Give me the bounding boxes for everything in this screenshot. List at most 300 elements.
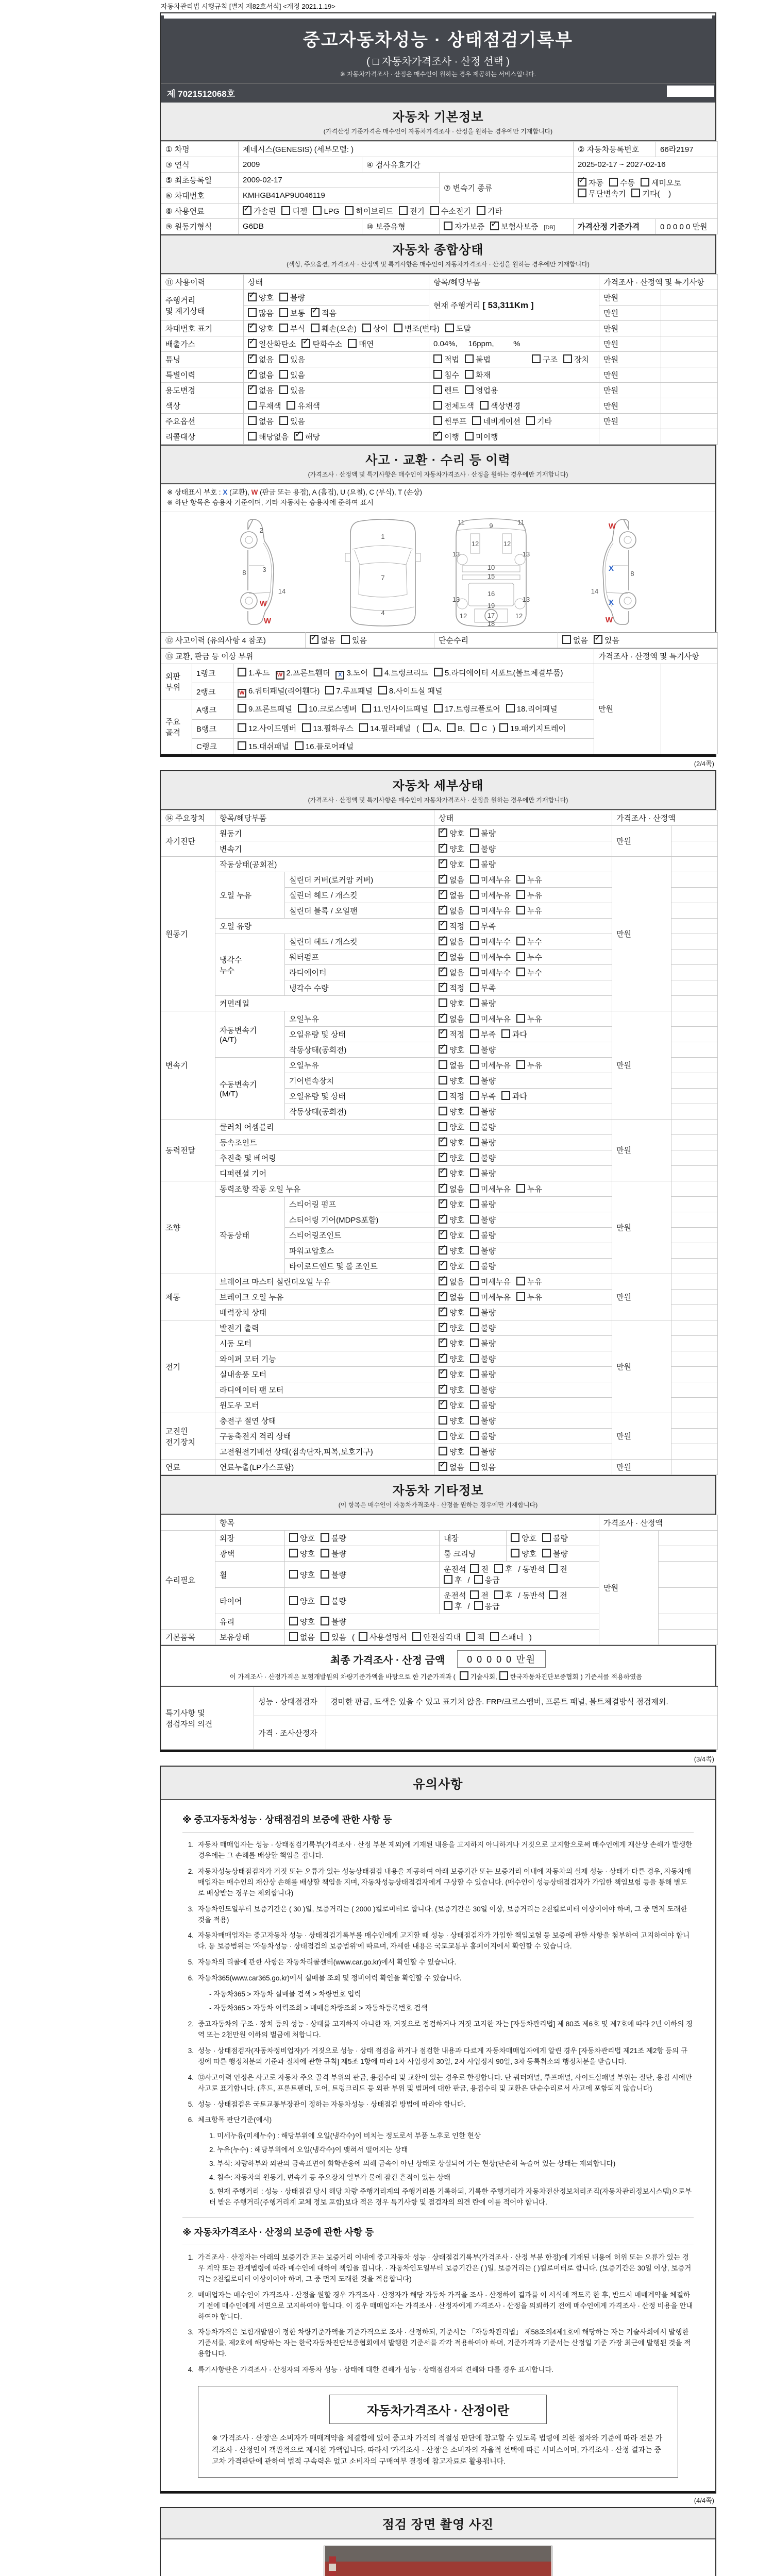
checkbox-option[interactable] [465,369,491,380]
checkbox[interactable] [439,1308,447,1316]
checkbox-option[interactable] [447,722,465,737]
checkbox-option[interactable] [470,1564,489,1574]
checkbox[interactable] [562,635,571,644]
checkbox[interactable] [439,937,447,945]
checkbox[interactable] [430,206,439,215]
checkbox[interactable] [470,1431,479,1440]
checkbox[interactable] [470,1199,479,1208]
checkbox-option[interactable] [374,666,428,681]
checkbox-option[interactable] [516,1292,542,1302]
checkbox[interactable] [378,686,387,694]
checkbox[interactable] [470,1215,479,1224]
checkbox-option[interactable] [439,1137,464,1148]
checkbox-option[interactable] [362,702,428,717]
checkbox[interactable] [321,1533,329,1542]
checkbox[interactable] [470,1045,479,1054]
checkbox[interactable] [439,1447,447,1455]
checkbox-option[interactable] [470,1091,496,1101]
checkbox-option[interactable] [238,666,270,681]
checkbox[interactable] [289,1570,298,1579]
checkbox-option[interactable] [470,1415,496,1426]
checkbox-option[interactable] [439,1384,464,1395]
checkbox[interactable] [433,432,442,440]
checkbox[interactable] [460,1671,468,1680]
checkbox[interactable] [472,416,481,425]
checkbox-option[interactable] [526,416,552,427]
checkbox-option[interactable] [279,354,305,365]
checkbox-option[interactable] [562,635,588,646]
checkbox-option[interactable] [631,188,671,199]
checkbox-option[interactable] [516,1013,542,1024]
checkbox-option[interactable] [439,1214,464,1225]
checkbox[interactable] [439,1076,447,1084]
checkbox[interactable] [470,1292,479,1301]
checkbox-option[interactable] [313,206,339,216]
checkbox[interactable] [248,339,257,348]
checkbox-option[interactable] [444,1574,462,1585]
checkbox-option[interactable] [279,416,305,427]
checkbox[interactable] [470,1564,479,1573]
checkbox-option[interactable] [470,952,511,962]
checkbox[interactable] [494,1564,503,1573]
checkbox[interactable] [516,875,525,884]
checkbox-option[interactable] [470,936,511,947]
checkbox[interactable] [470,828,479,837]
checkbox-option[interactable] [279,308,305,318]
checkbox-option[interactable] [470,1292,511,1302]
checkbox[interactable] [248,354,257,363]
checkbox[interactable] [516,937,525,945]
checkbox-option[interactable] [439,1199,464,1210]
checkbox-option[interactable] [289,1533,315,1544]
checkbox-option[interactable] [470,1013,511,1024]
checkbox[interactable] [470,1462,479,1471]
checkbox[interactable] [298,704,307,713]
checkbox[interactable] [631,189,640,197]
checkbox-option[interactable] [439,1230,464,1241]
checkbox[interactable] [516,890,525,899]
checkbox[interactable] [321,1632,329,1641]
checkbox[interactable] [439,1338,447,1347]
checkbox[interactable] [594,635,602,644]
checkbox-option[interactable] [470,905,511,916]
checkbox-option[interactable] [609,177,635,188]
checkbox[interactable] [549,1590,558,1599]
checkbox-option[interactable] [578,177,603,188]
mark-box[interactable]: W [238,689,246,698]
checkbox[interactable] [439,1431,447,1440]
checkbox-option[interactable] [321,1548,346,1559]
checkbox-option[interactable] [470,1400,496,1411]
checkbox[interactable] [470,1261,479,1270]
checkbox[interactable] [609,178,618,187]
checkbox-option[interactable] [433,431,459,442]
checkbox-option[interactable] [345,206,393,216]
checkbox-option[interactable] [470,1245,496,1256]
checkbox-option[interactable] [439,1013,464,1024]
checkbox-option[interactable] [439,1462,464,1472]
checkbox-option[interactable] [470,1137,496,1148]
checkbox-option[interactable] [423,722,441,737]
checkbox-option[interactable] [298,702,357,717]
checkbox-option[interactable] [248,323,274,334]
checkbox[interactable] [465,370,474,379]
checkbox[interactable] [321,1570,329,1579]
checkbox[interactable] [470,1590,479,1599]
checkbox[interactable] [289,1533,298,1542]
checkbox[interactable] [434,704,443,713]
checkbox-option[interactable] [499,1671,579,1681]
checkbox-option[interactable] [439,859,464,870]
checkbox-option[interactable] [470,843,496,854]
checkbox-option[interactable] [470,1122,496,1132]
checkbox-option[interactable] [470,921,496,931]
checkbox[interactable] [289,1549,298,1557]
checkbox-option[interactable] [439,1091,464,1101]
checkbox[interactable] [470,1277,479,1285]
checkbox-option[interactable] [439,1060,464,1071]
checkbox-option[interactable] [430,206,471,216]
checkbox-option[interactable] [470,1199,496,1210]
checkbox[interactable] [516,1292,525,1301]
checkbox-option[interactable] [501,1029,527,1040]
checkbox-option[interactable] [279,385,305,396]
checkbox-option[interactable] [506,702,558,717]
checkbox[interactable] [470,998,479,1007]
checkbox[interactable] [279,308,288,317]
checkbox[interactable] [470,1323,479,1332]
checkbox[interactable] [470,1091,479,1100]
checkbox[interactable] [439,921,447,930]
checkbox[interactable] [433,354,442,363]
checkbox-option[interactable] [470,1060,511,1071]
checkbox[interactable] [501,1091,510,1100]
checkbox[interactable] [238,704,246,713]
checkbox[interactable] [474,1575,483,1584]
checkbox[interactable] [248,324,257,332]
checkbox-option[interactable] [516,1276,542,1287]
checkbox[interactable] [399,206,408,215]
checkbox[interactable] [563,354,572,363]
checkbox[interactable] [313,206,322,215]
checkbox[interactable] [470,1107,479,1115]
checkbox-option[interactable] [321,1632,346,1642]
checkbox[interactable] [243,206,251,215]
checkbox-option[interactable] [516,1060,542,1071]
checkbox-option[interactable] [289,1569,315,1580]
checkbox-option[interactable] [439,998,464,1009]
checkbox[interactable] [506,704,515,713]
checkbox-option[interactable] [439,890,464,901]
checkbox-option[interactable] [321,1596,346,1606]
checkbox[interactable] [362,704,371,713]
checkbox-option[interactable] [516,1183,542,1194]
checkbox-option[interactable] [470,1338,496,1349]
checkbox-option[interactable] [359,1632,407,1642]
checkbox[interactable] [499,723,508,732]
checkbox[interactable] [439,1292,447,1301]
checkbox[interactable] [439,890,447,899]
checkbox[interactable] [238,668,246,676]
checkbox[interactable] [465,432,474,440]
checkbox[interactable] [439,998,447,1007]
checkbox[interactable] [444,1575,452,1584]
checkbox[interactable] [470,1060,479,1069]
checkbox-option[interactable] [439,982,464,993]
checkbox-option[interactable] [470,1307,496,1318]
checkbox[interactable] [516,1060,525,1069]
checkbox[interactable] [439,1045,447,1054]
checkbox[interactable] [465,385,474,394]
checkbox-option[interactable] [511,1533,536,1544]
checkbox-option[interactable] [516,905,542,916]
checkbox[interactable] [439,1230,447,1239]
checkbox[interactable] [439,1416,447,1425]
checkbox[interactable] [439,1246,447,1255]
checkbox[interactable] [439,1369,447,1378]
checkbox-option[interactable] [248,431,289,442]
checkbox[interactable] [470,937,479,945]
checkbox-option[interactable] [470,1183,511,1194]
checkbox-option[interactable] [248,400,281,411]
checkbox-option[interactable] [439,905,464,916]
checkbox[interactable] [470,1014,479,1023]
checkbox[interactable] [470,1400,479,1409]
checkbox[interactable] [289,1617,298,1625]
checkbox-option[interactable] [311,323,357,334]
checkbox-option[interactable] [594,635,619,646]
checkbox-option[interactable] [470,722,487,737]
checkbox[interactable] [480,401,489,410]
checkbox[interactable] [238,723,246,732]
checkbox-option[interactable] [248,308,274,318]
checkbox-option[interactable] [289,1596,315,1606]
checkbox[interactable] [511,1549,519,1557]
checkbox[interactable] [494,1590,503,1599]
checkbox[interactable] [289,1596,298,1605]
checkbox-option[interactable] [289,1632,315,1642]
checkbox[interactable] [439,1014,447,1023]
checkbox-option[interactable] [362,323,388,334]
checkbox[interactable] [470,1385,479,1394]
checkbox-option[interactable] [248,369,274,380]
checkbox-option[interactable] [465,385,498,396]
checkbox-option[interactable] [359,722,411,737]
checkbox[interactable] [470,1447,479,1455]
checkbox[interactable] [238,741,246,750]
checkbox-option[interactable] [477,206,502,216]
checkbox-option[interactable] [470,1446,496,1457]
checkbox-option[interactable] [439,1153,464,1163]
checkbox[interactable] [321,1596,329,1605]
mark-box[interactable]: W [276,671,284,680]
checkbox-option[interactable] [490,1632,523,1642]
checkbox[interactable] [439,1215,447,1224]
checkbox[interactable] [470,1184,479,1193]
checkbox-option[interactable] [433,385,459,396]
checkbox-option[interactable] [516,874,542,885]
checkbox[interactable] [439,1107,447,1115]
checkbox[interactable] [439,1323,447,1332]
checkbox[interactable] [470,906,479,914]
checkbox[interactable] [311,308,320,317]
checkbox-option[interactable] [470,1214,496,1225]
checkbox-option[interactable] [439,1168,464,1179]
checkbox[interactable] [444,222,452,230]
checkbox-option[interactable] [470,1590,489,1601]
checkbox[interactable] [321,1617,329,1625]
checkbox-option[interactable] [439,1369,464,1380]
checkbox-option[interactable] [549,1590,567,1601]
checkbox-option[interactable] [470,1044,496,1055]
checkbox[interactable] [445,324,454,332]
checkbox[interactable] [641,178,649,187]
checkbox-option[interactable] [470,1106,496,1117]
checkbox[interactable] [532,354,541,363]
checkbox-option[interactable] [321,1616,346,1627]
checkbox[interactable] [294,432,303,440]
checkbox[interactable] [279,354,288,363]
checkbox[interactable] [279,324,288,332]
checkbox[interactable] [470,1168,479,1177]
checkbox[interactable] [439,1277,447,1285]
checkbox[interactable] [516,952,525,961]
checkbox[interactable] [470,1338,479,1347]
checkbox[interactable] [516,1184,525,1193]
checkbox-option[interactable] [578,188,626,199]
checkbox-option[interactable] [433,354,459,365]
checkbox-option[interactable] [439,828,464,839]
checkbox-option[interactable] [439,1106,464,1117]
checkbox[interactable] [470,1246,479,1255]
checkbox-option[interactable] [490,221,538,232]
checkbox-option[interactable] [439,952,464,962]
checkbox[interactable] [516,1277,525,1285]
checkbox-option[interactable] [470,1353,496,1364]
checkbox-option[interactable] [470,998,496,1009]
checkbox-option[interactable] [335,666,368,681]
checkbox-option[interactable] [433,369,459,380]
checkbox-option[interactable] [294,431,320,442]
checkbox[interactable] [279,293,288,301]
checkbox[interactable] [248,308,257,317]
checkbox[interactable] [281,206,290,215]
checkbox-option[interactable] [470,1168,496,1179]
checkbox[interactable] [433,416,442,425]
checkbox[interactable] [470,723,479,732]
checkbox-option[interactable] [494,1590,513,1601]
checkbox-option[interactable] [563,354,589,365]
checkbox-option[interactable] [439,1245,464,1256]
checkbox[interactable] [470,1138,479,1146]
checkbox-option[interactable] [439,1338,464,1349]
checkbox[interactable] [470,1369,479,1378]
checkbox-option[interactable] [470,1384,496,1395]
checkbox[interactable] [279,385,288,394]
checkbox-option[interactable] [238,722,296,737]
checkbox-option[interactable] [470,1230,496,1241]
checkbox-option[interactable] [412,1632,460,1642]
checkbox[interactable] [433,401,442,410]
checkbox-option[interactable] [444,221,484,232]
checkbox[interactable] [359,1632,367,1641]
checkbox[interactable] [516,906,525,914]
checkbox-option[interactable] [470,828,496,839]
checkbox-option[interactable] [470,1029,496,1040]
checkbox-option[interactable] [439,1292,464,1302]
mark-box[interactable]: X [335,671,344,680]
checkbox-option[interactable] [289,1548,315,1559]
checkbox[interactable] [439,828,447,837]
checkbox[interactable] [470,1416,479,1425]
checkbox[interactable] [433,370,442,379]
checkbox-option[interactable] [279,369,305,380]
checkbox-option[interactable] [433,400,474,411]
checkbox[interactable] [477,206,485,215]
checkbox-option[interactable] [439,1044,464,1055]
checkbox-option[interactable] [399,206,425,216]
checkbox-option[interactable] [439,843,464,854]
checkbox-option[interactable] [276,666,330,681]
checkbox-option[interactable] [460,1671,497,1681]
checkbox-option[interactable] [641,177,681,188]
checkbox-option[interactable] [494,1564,513,1574]
checkbox[interactable] [279,416,288,425]
checkbox-option[interactable] [248,416,274,427]
checkbox[interactable] [499,1671,508,1680]
checkbox-option[interactable] [433,416,466,427]
checkbox-option[interactable] [470,1431,496,1442]
checkbox[interactable] [470,952,479,961]
checkbox-option[interactable] [243,206,276,216]
checkbox[interactable] [549,1564,558,1573]
checkbox[interactable] [310,635,318,644]
checkbox[interactable] [289,1632,298,1641]
checkbox[interactable] [394,324,402,332]
checkbox[interactable] [248,385,257,394]
checkbox-option[interactable] [434,702,500,717]
checkbox[interactable] [439,1138,447,1146]
checkbox-option[interactable] [516,890,542,901]
checkbox[interactable] [302,723,311,732]
checkbox[interactable] [248,432,257,440]
checkbox-option[interactable] [238,741,289,752]
checkbox-option[interactable] [480,400,520,411]
checkbox[interactable] [578,178,586,187]
checkbox-option[interactable] [470,890,511,901]
checkbox-option[interactable] [325,685,372,696]
checkbox[interactable] [470,1122,479,1131]
checkbox[interactable] [439,1462,447,1471]
checkbox[interactable] [321,1549,329,1557]
checkbox[interactable] [248,370,257,379]
checkbox[interactable] [439,906,447,914]
checkbox[interactable] [439,1261,447,1270]
checkbox[interactable] [439,983,447,992]
checkbox-option[interactable] [439,1323,464,1333]
checkbox[interactable] [248,416,257,425]
checkbox-option[interactable] [474,1574,500,1585]
checkbox[interactable] [511,1533,519,1542]
checkbox-option[interactable] [348,338,374,349]
checkbox-option[interactable] [248,292,274,303]
checkbox-option[interactable] [394,323,440,334]
checkbox[interactable] [470,890,479,899]
checkbox[interactable] [470,1076,479,1084]
checkbox[interactable] [439,1153,447,1162]
checkbox[interactable] [470,968,479,976]
checkbox-option[interactable] [439,1261,464,1272]
